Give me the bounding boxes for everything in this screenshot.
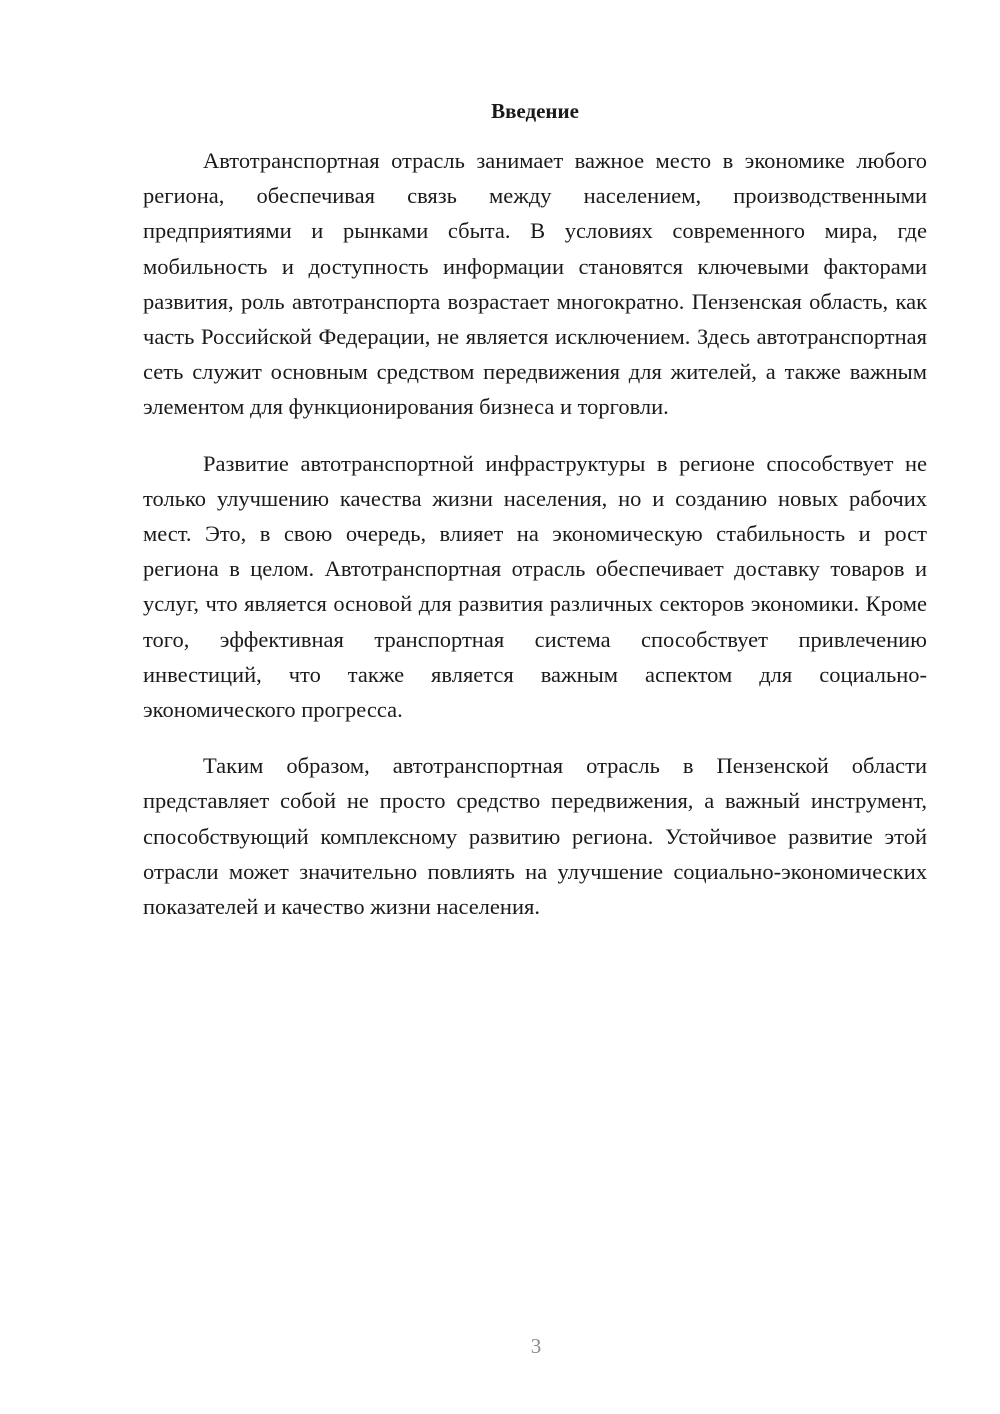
paragraph-2: Развитие автотранспортной инфраструктуры в регионе способствует не только улучшению качества жизни населения, но и созданию новых рабочих мест. Это, в свою очередь, влияет на экономическую стабильность и рост региона в целом. Автотранспортная отрасль обеспечивает доставку товаров и услуг, что является основой для развития различных секторов экономики. Кроме того, эффективная транспортная система способствует привлечению инвестиций, что также является важным аспектом для социально-экономического прогресса.	[143, 450, 927, 723]
page-number: 3	[530, 1334, 542, 1358]
paragraph-3: Таким образом, автотранспортная отрасль в Пензенской области представляет собой не просто средство передвижения, а важный инструмент, способствующий комплексному развитию региона. Устойчивое развитие этой отрасли может значительно повлиять на улучшение социально-экономических показателей и качество жизни населения.	[143, 753, 927, 920]
document-body	[143, 143, 927, 945]
page-title: Введение	[491, 99, 579, 123]
paragraph-1: Автотранспортная отрасль занимает важное место в экономике любого региона, обеспечивая связь между населением, производственными предприятиями и рынками сбыта. В условиях современного мира, где мобильность и доступность информации становятся ключевыми факторами развития, роль автотранспорта возрастает многократно. Пензенская область, как часть Российской Федерации, не является исключением. Здесь автотранспортная сеть служит основным средством передвижения для жителей, а также важным элементом для функционирования бизнеса и торговли.	[143, 148, 927, 420]
